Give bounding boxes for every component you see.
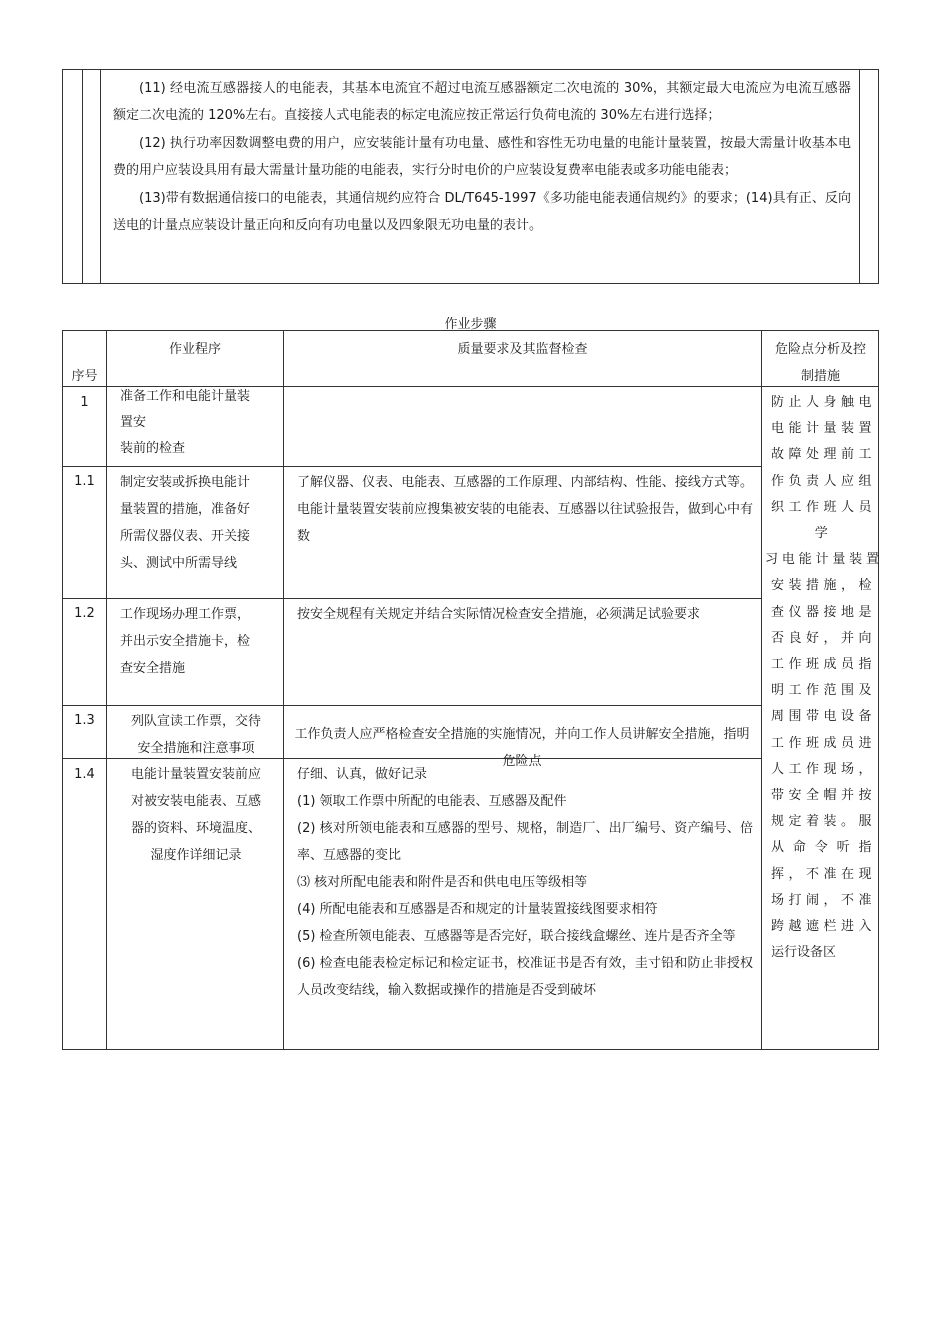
quality-text: 工作负责人应严格检查安全措施的实施情况，并向工作人员讲解安全措施，指明危险点 [294,727,750,769]
row-procedure [120,469,280,577]
row-seq: 1.3 [74,713,95,728]
risk-line: 带安全帽并按 [771,788,873,804]
row-divider [63,466,761,467]
header-procedure: 作业程序 [168,342,221,357]
procedure-line: 电能计量装置安装前应 [130,767,261,782]
risk-line: 运行设备区 [771,945,837,961]
quality-text: 了解仪器、仪表、电能表、互感器的工作原理、内部结构、性能、接线方式等。电能计量装置安装前应搜集被安装的电能表、互感器以往试验报告，做到心中有数 [297,475,753,544]
table-caption: 作业步骤 [444,317,497,332]
header-risk-line: 危险点分析及控 [774,342,866,357]
procedure-line: 湿度作详细记录 [150,848,242,863]
row-seq: 1.4 [74,767,95,782]
quality-text: (2) 核对所领电能表和互感器的型号、规格，制造厂、出厂编号、资产编号、倍率、互感器的变比 [297,821,753,863]
row-quality [297,761,753,1004]
risk-line: 规定着装。服 [771,814,873,830]
risk-line: 织工作班人员 [771,499,873,515]
procedure-line: 量装置的措施，准备好 [120,502,251,517]
risk-line: 从命令听指 [771,840,873,856]
risk-line: 否良好，并向 [771,630,873,646]
procedure-line: 查安全措施 [120,661,186,676]
row-procedure [113,708,279,762]
header-risk [762,336,879,390]
header-risk-line: 制措施 [800,369,840,384]
risk-line: 工作班成员进 [771,735,873,751]
column-divider [283,331,284,1049]
table-divider [82,70,83,283]
row-seq: 1.1 [74,474,95,489]
column-divider [106,331,107,1049]
procedure-line: 头、测试中所需导线 [120,556,238,571]
requirements-text [113,75,851,239]
header-seq: 序号 [71,369,98,384]
risk-line: 习电能计量装置 [765,552,879,568]
risk-line: 安装措施，检 [771,578,873,594]
quality-text: 仔细、认真，做好记录 [297,767,428,782]
quality-text: (6) 检查电能表检定标记和检定证书，校准证书是否有效，圭寸铅和防止非授权人员改变结线，输入数据或操作的措施是否受到破坏 [297,956,753,998]
risk-line: 学 [814,526,830,542]
procedure-line: 工作现场办理工作票， [120,607,251,622]
risk-line: 挥，不准在现 [771,866,873,882]
procedure-line: 并出示安全措施卡，检 [120,634,251,649]
row-quality [297,601,757,628]
column-divider [761,331,762,1049]
procedure-line: 器的资料、环境温度、 [130,821,261,836]
risk-line: 人工作现场， [771,761,873,777]
row-seq: 1 [80,395,89,410]
requirement-paragraph: (11) 经电流互感器接人的电能表，其基本电流宜不超过电流互感器额定二次电流的 30%，其额定最大电流应为电流互感器额定二次电流的 120%左右。直接接人式电能表的标定电流应按正常运行负荷电流的 30%左右进行选择； [113,81,851,124]
continued-requirements-table [62,69,879,284]
risk-line: 防止人身触电 [771,395,873,410]
procedure-line: 置安 [120,415,147,430]
quality-text: (5) 检查所领电能表、互感器等是否完好，联合接线盒螺丝、连片是否齐全等 [297,929,736,944]
risk-line: 跨越遮栏进入 [771,919,873,935]
procedure-line: 准备工作和电能计量装 [120,389,251,404]
procedure-line: 对被安装电能表、互感 [130,794,261,809]
table-divider [100,70,101,283]
row-procedure [120,384,280,462]
table-divider [859,70,860,283]
quality-text: (4) 所配电能表和互感器是否和规定的计量装置接线图要求相符 [297,902,658,917]
risk-line: 明工作范围及 [771,683,873,699]
requirement-paragraph: (13)带有数据通信接口的电能表，其通信规约应符合 DL/T645-1997《多功能电能表通信规约》的要求；(14)具有正、反向送电的计量点应装设计量正向和反向有功电量以及四象限无功电量的表计。 [113,190,851,234]
requirement-paragraph: (12) 执行功率因数调整电费的用户，应安装能计量有功电量、感性和容性无功电量的电能计量装置，按最大需量计收基本电费的用户应装设具用有最大需量计量功能的电能表，实行分时电价的户应装设复费率电能表或多功能电能表； [113,135,851,179]
quality-text: 按安全规程有关规定并结合实际情况检查安全措施，必须满足试验要求 [297,607,701,622]
header-quality: 质量要求及其监督检查 [457,342,588,357]
procedure-line: 制定安装或拆换电能计 [120,475,251,490]
risk-line: 查仪器接地是 [771,604,873,620]
quality-text: ⑶ 核对所配电能表和附件是否和供电电压等级相等 [297,875,588,890]
risk-control-measures [765,390,879,966]
row-seq: 1.2 [74,606,95,621]
procedure-line: 装前的检查 [120,441,186,456]
risk-line: 故障处理前工 [771,447,873,463]
quality-text: (1) 领取工作票中所配的电能表、互感器及配件 [297,794,567,809]
risk-line: 电能计量装置 [771,421,873,437]
row-procedure [120,601,280,682]
row-divider [63,598,761,599]
row-quality [297,469,753,550]
work-steps-table [62,330,879,1050]
row-procedure [113,761,279,869]
risk-line: 工作班成员指 [771,657,873,673]
risk-line: 场打闹，不准 [771,892,873,908]
procedure-line: 安全措施和注意事项 [137,741,255,756]
procedure-line: 所需仪器仪表、开关接 [120,529,251,544]
procedure-line: 列队宣读工作票，交待 [130,714,261,729]
row-divider [63,705,761,706]
risk-line: 作负责人应组 [771,473,873,489]
risk-line: 周围带电设备 [771,709,873,725]
